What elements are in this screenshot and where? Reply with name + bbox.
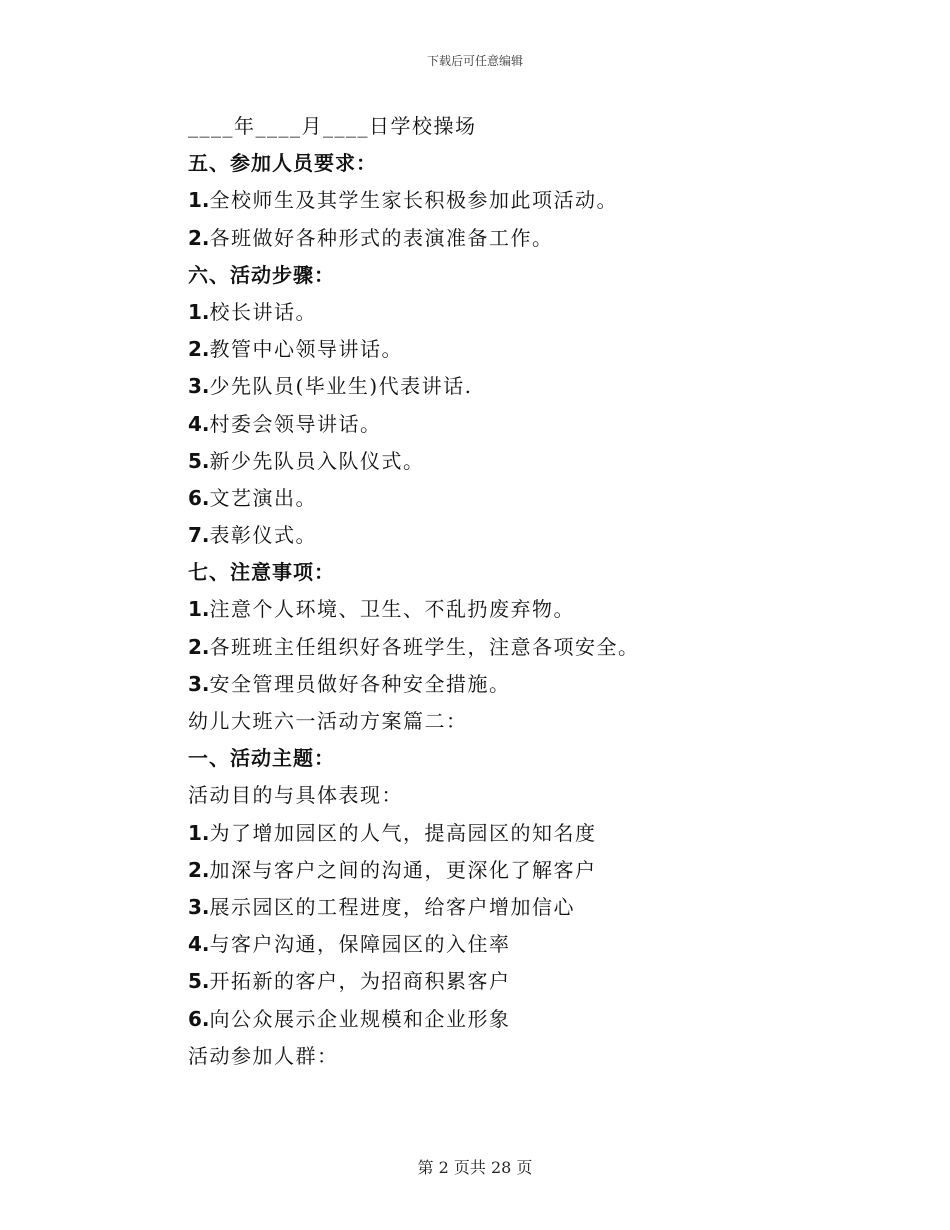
list-item-number: 2. bbox=[188, 857, 210, 882]
page-footer: 第 2 页共 28 页 bbox=[417, 1158, 533, 1177]
paragraph-line: ____年____月____日学校操场 bbox=[188, 114, 477, 138]
list-item bbox=[188, 443, 828, 480]
list-item bbox=[188, 480, 828, 517]
list-item-text: 开拓新的客户，为招商积累客户 bbox=[209, 969, 511, 994]
list-item-number: 6. bbox=[188, 485, 210, 510]
list-item-number: 3. bbox=[188, 894, 210, 919]
list-item bbox=[188, 591, 828, 628]
section-heading: 一、活动主题： bbox=[188, 746, 335, 771]
paragraph-line: 幼儿大班六一活动方案篇二： bbox=[188, 709, 468, 733]
list-item-number: 3. bbox=[188, 374, 210, 399]
list-item bbox=[188, 220, 828, 257]
list-item bbox=[188, 963, 828, 1000]
list-item bbox=[188, 666, 828, 703]
list-item-text: 校长讲话。 bbox=[209, 299, 318, 324]
list-item-number: 4. bbox=[188, 932, 210, 957]
list-item bbox=[188, 406, 828, 443]
list-item-text: 全校师生及其学生家长积极参加此项活动。 bbox=[209, 188, 619, 213]
list-item-number: 1. bbox=[188, 597, 210, 622]
list-item-text: 向公众展示企业规模和企业形象 bbox=[209, 1006, 511, 1031]
list-item bbox=[188, 815, 828, 852]
list-item-text: 与客户沟通，保障园区的入住率 bbox=[209, 932, 511, 957]
list-item-number: 2. bbox=[188, 225, 210, 250]
list-item-number: 1. bbox=[188, 188, 210, 213]
page-header: 下载后可任意编辑 bbox=[426, 54, 523, 68]
list-item-number: 2. bbox=[188, 337, 210, 362]
list-item bbox=[188, 926, 828, 963]
list-item-number: 3. bbox=[188, 671, 210, 696]
section-heading: 五、参加人员要求： bbox=[188, 151, 377, 176]
list-item-text: 新少先队员入队仪式。 bbox=[209, 448, 425, 473]
list-item-text: 各班做好各种形式的表演准备工作。 bbox=[209, 225, 554, 250]
list-item-text: 注意个人环境、卫生、不乱扔废弃物。 bbox=[209, 597, 576, 622]
list-item-number: 4. bbox=[188, 411, 210, 436]
list-item-text: 为了增加园区的人气，提高园区的知名度 bbox=[209, 820, 597, 845]
list-item bbox=[188, 182, 828, 219]
list-item bbox=[188, 1001, 828, 1038]
paragraph-line: 活动参加人群： bbox=[188, 1043, 339, 1068]
list-item-number: 1. bbox=[188, 820, 210, 845]
list-item-text: 加深与客户之间的沟通，更深化了解客户 bbox=[209, 857, 597, 882]
list-item-text: 教管中心领导讲话。 bbox=[209, 337, 404, 362]
list-item-number: 2. bbox=[188, 634, 210, 659]
list-item-text: 少先队员(毕业生)代表讲话. bbox=[209, 374, 473, 399]
list-item-text: 安全管理员做好各种安全措施。 bbox=[209, 671, 511, 696]
list-item-text: 展示园区的工程进度，给客户增加信心 bbox=[209, 894, 576, 919]
list-item-text: 文艺演出。 bbox=[209, 485, 318, 510]
list-item-number: 6. bbox=[188, 1006, 210, 1031]
list-item-number: 1. bbox=[188, 299, 210, 324]
list-item bbox=[188, 331, 828, 368]
list-item bbox=[188, 368, 828, 405]
list-item-number: 7. bbox=[188, 523, 210, 548]
list-item-text: 各班班主任组织好各班学生，注意各项安全。 bbox=[209, 634, 640, 659]
list-item-number: 5. bbox=[188, 448, 210, 473]
list-item bbox=[188, 629, 828, 666]
list-item-text: 村委会领导讲话。 bbox=[209, 411, 382, 436]
document-body bbox=[188, 108, 828, 1075]
list-item bbox=[188, 517, 828, 554]
paragraph-line: 活动目的与具体表现： bbox=[188, 783, 403, 808]
list-item bbox=[188, 294, 828, 331]
section-heading: 六、活动步骤： bbox=[188, 262, 335, 287]
section-heading: 七、注意事项： bbox=[188, 560, 335, 585]
list-item bbox=[188, 852, 828, 889]
list-item bbox=[188, 889, 828, 926]
list-item-number: 5. bbox=[188, 969, 210, 994]
list-item-text: 表彰仪式。 bbox=[209, 523, 318, 548]
